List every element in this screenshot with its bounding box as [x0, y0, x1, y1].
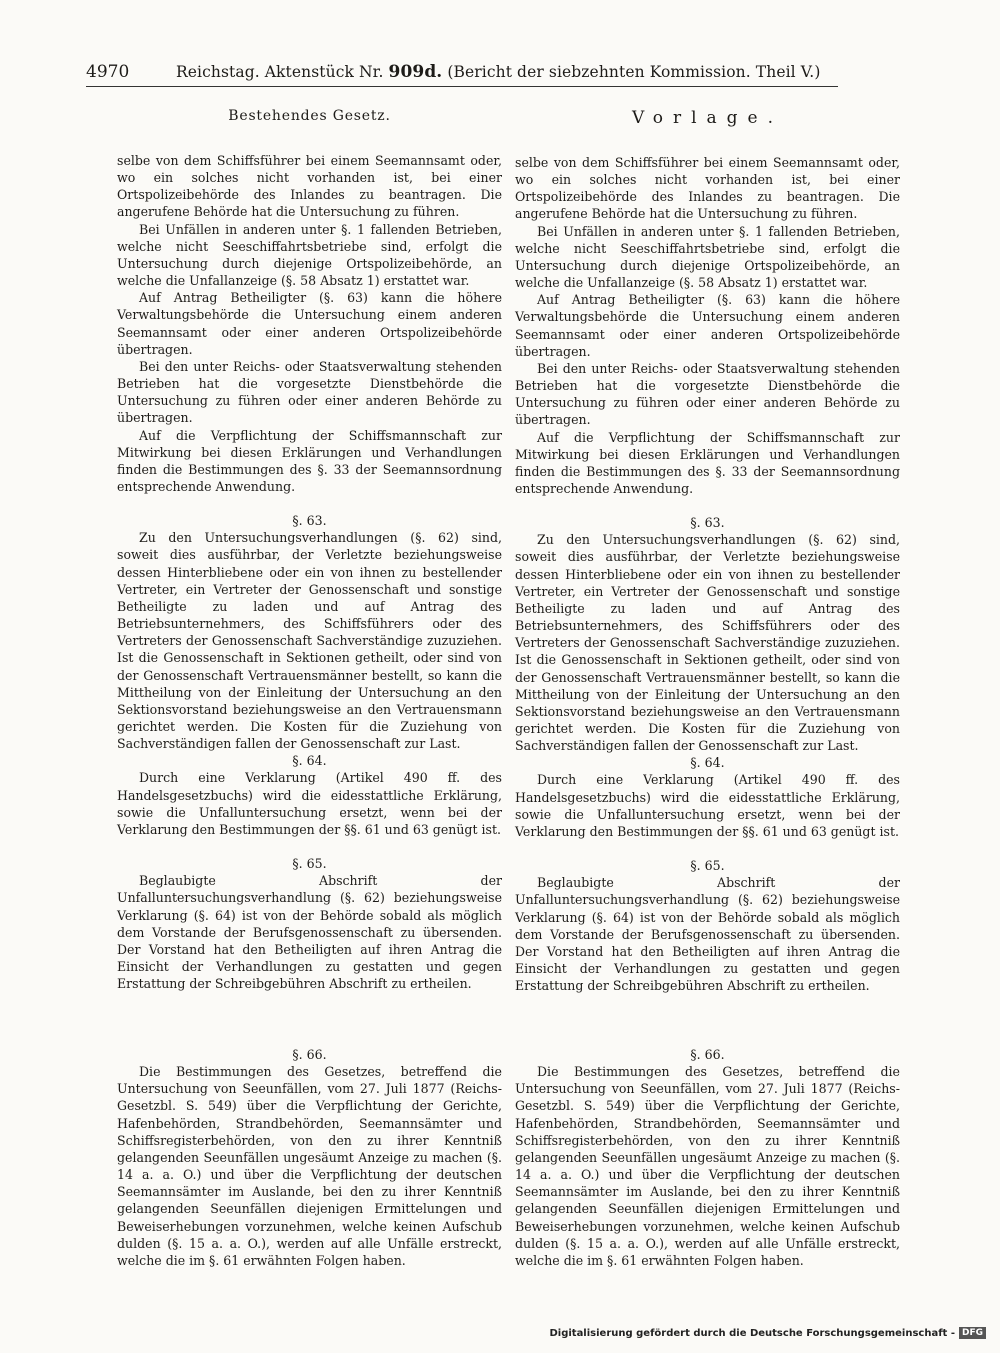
section-text: Durch eine Verklarung (Artikel 490 ff. des Handelsgesetzbuchs) wird die eidesstattliche Erklärung, sowie die Unfalluntersuchung ersetzt, wenn bei der Verklarung den Bestimmungen der §§. 61 und 63 genügt ist.: [515, 772, 900, 839]
paragraph: Auf die Verpflichtung der Schiffsmannschaft zur Mitwirkung bei diesen Erklärungen und Verhandlungen finden die Bestimmungen des §. 33 der Seemannsordnung entsprechende Anwendung.: [117, 427, 502, 494]
section-66-existing: [117, 1046, 502, 1269]
column-heading: Vorlage.: [632, 108, 783, 128]
paragraph: Auf die Verpflichtung der Schiffsmannschaft zur Mitwirkung bei diesen Erklärungen und Verhandlungen finden die Bestimmungen des §. 33 der Seemannsordnung entsprechende Anwendung.: [515, 429, 900, 496]
column-proposal: [515, 108, 900, 994]
section-text: Die Bestimmungen des Gesetzes, betreffend die Untersuchung von Seeunfällen, vom 27. Juli 1877 (Reichs-Gesetzbl. S. 549) über die Verpflichtung der Gerichte, Hafenbehörden, Strandbehörden, Seemannsämter und Schiffsregisterbehörden, von den zu ihrer Kenntniß gelangenden Seeunfällen ungesäumt Anzeige zu machen (§. 14 a. a. O.) und über die Verpflichtung der deutschen Seemannsämter im Auslande, bei den zu ihrer Kenntniß gelangenden Seeunfällen diejenigen Ermittelungen und Beweiserhebungen vorzunehmen, welche keinen Aufschub dulden (§. 15 a. a. O.), werden auf alle Unfälle erstreckt, welche die im §. 61 erwähnten Folgen haben.: [117, 1064, 502, 1268]
paragraph: Bei Unfällen in anderen unter §. 1 fallenden Betrieben, welche nicht Seeschiffahrtsbetriebe sind, erfolgt die Untersuchung durch diejenige Ortspolizeibehörde, an welche die Unfallanzeige (§. 58 Absatz 1) erstattet war.: [117, 221, 502, 289]
page-header: [86, 58, 838, 88]
section-title: §. 65.: [690, 858, 725, 874]
page-number: 4970: [86, 62, 130, 82]
running-title: [176, 62, 838, 82]
section-text: Beglaubigte Abschrift der Unfalluntersuchungsverhandlung (§. 62) beziehungsweise Verklarung (§. 64) ist von der Behörde sobald als möglich dem Vorstande der Berufsgenossenschaft zu übersenden. Der Vorstand hat den Betheiligten auf ihren Antrag die Einsicht der Verhandlungen zu gestatten und gegen Erstattung der Schreibgebühren Abschrift zu ertheilen.: [515, 875, 900, 994]
digitization-credit: [549, 1327, 986, 1339]
section-66-proposal: [515, 1046, 900, 1269]
paragraph: Auf Antrag Betheiligter (§. 63) kann die höhere Verwaltungsbehörde die Untersuchung einem anderen Seemannsamt oder einer anderen Ortspolizeibehörde übertragen.: [515, 292, 900, 359]
section-title: §. 63.: [292, 513, 327, 529]
section-text: Durch eine Verklarung (Artikel 490 ff. des Handelsgesetzbuchs) wird die eidesstattliche Erklärung, sowie die Unfalluntersuchung ersetzt, wenn bei der Verklarung den Bestimmungen der §§. 61 und 63 genügt ist.: [117, 770, 502, 837]
paragraph: Bei den unter Reichs- oder Staatsverwaltung stehenden Betrieben hat die vorgesetzte Dienstbehörde die Untersuchung zu führen oder einer anderen Behörde zu übertragen.: [117, 358, 502, 426]
section-title: §. 66.: [690, 1047, 725, 1062]
section-text: Beglaubigte Abschrift der Unfalluntersuchungsverhandlung (§. 62) beziehungsweise Verklarung (§. 64) ist von der Behörde sobald als möglich dem Vorstande der Berufsgenossenschaft zu übersenden. Der Vorstand hat den Betheiligten auf ihren Antrag die Einsicht der Verhandlungen zu gestatten und gegen Erstattung der Schreibgebühren Abschrift zu ertheilen.: [117, 873, 502, 992]
column-existing-law: [117, 108, 502, 992]
section-text: Zu den Untersuchungsverhandlungen (§. 62) sind, soweit dies ausführbar, der Verletzte beziehungsweise dessen Hinterbliebene oder ein von ihnen zu bestellender Vertreter, ein Vertreter der Genossenschaft und sonstige Betheiligte zu laden und auf Antrag des Betriebsunternehmers, des Schiffsführers oder des Vertreters der Genossenschaft Sachverständige zuzuziehen. Ist die Genossenschaft in Sektionen getheilt, oder sind von der Genossenschaft Vertrauensmänner bestellt, so kann die Mittheilung von der Einleitung der Untersuchung an den Sektionsvorstand beziehungsweise an den Vertrauensmann gerichtet werden. Die Kosten für die Zuziehung von Sachverständigen fallen der Genossenschaft zur Last.: [515, 532, 900, 754]
section-title: §. 65.: [292, 856, 327, 872]
header-rule: [86, 86, 838, 87]
section-title: §. 64.: [292, 753, 327, 769]
section-text: Zu den Untersuchungsverhandlungen (§. 62) sind, soweit dies ausführbar, der Verletzte beziehungsweise dessen Hinterbliebene oder ein von ihnen zu bestellender Vertreter, ein Vertreter der Genossenschaft und sonstige Betheiligte zu laden und auf Antrag des Betriebsunternehmers, des Schiffsführers oder des Vertreters der Genossenschaft Sachverständige zuzuziehen. Ist die Genossenschaft in Sektionen getheilt, oder sind von der Genossenschaft Vertrauensmänner bestellt, so kann die Mittheilung von der Einleitung der Untersuchung an den Sektionsvorstand beziehungsweise an den Vertrauensmann gerichtet werden. Die Kosten für die Zuziehung von Sachverständigen fallen der Genossenschaft zur Last.: [117, 530, 502, 752]
section-title: §. 66.: [292, 1047, 327, 1062]
document-number: 909d.: [388, 62, 443, 82]
section-title: §. 63.: [690, 515, 725, 531]
running-title-prefix: Reichstag. Aktenstück Nr.: [176, 63, 384, 81]
section-title: §. 64.: [690, 755, 725, 771]
paragraph: selbe von dem Schiffsführer bei einem Seemannsamt oder, wo ein solches nicht vorhanden ist, bei einer Ortspolizeibehörde des Inlandes zu beantragen. Die angerufene Behörde hat die Untersuchung zu führen.: [515, 155, 900, 222]
paragraph: Auf Antrag Betheiligter (§. 63) kann die höhere Verwaltungsbehörde die Untersuchung einem anderen Seemannsamt oder einer anderen Ortspolizeibehörde übertragen.: [117, 290, 502, 357]
section-text: Die Bestimmungen des Gesetzes, betreffend die Untersuchung von Seeunfällen, vom 27. Juli 1877 (Reichs-Gesetzbl. S. 549) über die Verpflichtung der Gerichte, Hafenbehörden, Strandbehörden, Seemannsämter und Schiffsregisterbehörden, von den zu ihrer Kenntniß gelangenden Seeunfällen ungesäumt Anzeige zu machen (§. 14 a. a. O.) und über die Verpflichtung der deutschen Seemannsämter im Auslande, bei den zu ihrer Kenntniß gelangenden Seeunfällen diejenigen Ermittelungen und Beweiserhebungen vorzunehmen, welche keinen Aufschub dulden (§. 15 a. a. O.), werden auf alle Unfälle erstreckt, welche die im §. 61 erwähnten Folgen haben.: [515, 1064, 900, 1268]
column-heading: Bestehendes Gesetz.: [228, 108, 391, 124]
running-title-suffix: (Bericht der siebzehnten Kommission. Theil V.): [447, 63, 821, 81]
paragraph: selbe von dem Schiffsführer bei einem Seemannsamt oder, wo ein solches nicht vorhanden ist, bei einer Ortspolizeibehörde des Inlandes zu beantragen. Die angerufene Behörde hat die Untersuchung zu führen.: [117, 153, 502, 220]
paragraph: Bei Unfällen in anderen unter §. 1 fallenden Betrieben, welche nicht Seeschiffahrtsbetriebe sind, erfolgt die Untersuchung durch diejenige Ortspolizeibehörde, an welche die Unfallanzeige (§. 58 Absatz 1) erstattet war.: [515, 223, 900, 291]
credit-text: Digitalisierung gefördert durch die Deutsche Forschungsgemeinschaft -: [549, 1327, 955, 1339]
paragraph: Bei den unter Reichs- oder Staatsverwaltung stehenden Betrieben hat die vorgesetzte Dienstbehörde die Untersuchung zu führen oder einer anderen Behörde zu übertragen.: [515, 360, 900, 428]
dfg-logo-icon: DFG: [959, 1327, 986, 1339]
